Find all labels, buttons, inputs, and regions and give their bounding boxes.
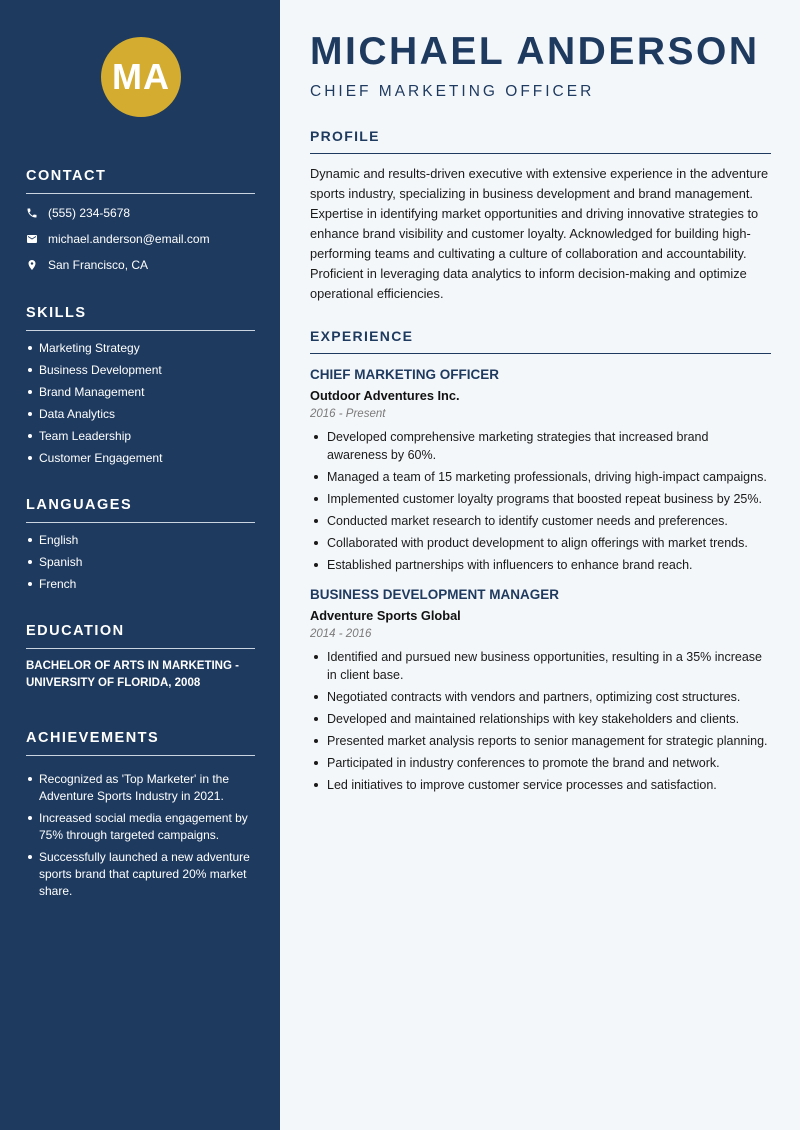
skill-item: Business Development <box>26 362 255 378</box>
job-bullet: Implemented customer loyalty programs that boosted repeat business by 25%. <box>310 490 771 508</box>
location-text: San Francisco, CA <box>48 258 149 272</box>
location-pin-icon <box>26 259 48 271</box>
job-dates: 2016 - Present <box>310 408 386 420</box>
job-bullet: Managed a team of 15 marketing professionals, driving high-impact campaigns. <box>310 468 771 486</box>
job-title: BUSINESS DEVELOPMENT MANAGER <box>310 587 560 602</box>
job-entry <box>310 587 771 794</box>
phone-text: (555) 234-5678 <box>48 206 131 220</box>
profile-section <box>310 128 771 304</box>
job-bullet: Identified and pursued new business opportunities, resulting in a 35% increase in client base. <box>310 648 771 684</box>
phone-icon <box>26 207 48 219</box>
language-item: English <box>26 532 255 548</box>
education-text: BACHELOR OF ARTS IN MARKETING - UNIVERSITY OF FLORIDA, 2008 <box>26 660 239 689</box>
job-bullet: Collaborated with product development to align offerings with market trends. <box>310 534 771 552</box>
skills-heading: SKILLS <box>26 305 255 331</box>
achievement-item: Successfully launched a new adventure sports brand that captured 20% market share. <box>26 849 255 900</box>
avatar: MA <box>101 37 181 117</box>
job-bullet: Presented market analysis reports to senior management for strategic planning. <box>310 732 771 750</box>
contact-heading: CONTACT <box>26 168 255 194</box>
job-bullets <box>310 648 771 794</box>
skill-item: Brand Management <box>26 384 255 400</box>
job-bullet: Led initiatives to improve customer service processes and satisfaction. <box>310 776 771 794</box>
job-bullet: Developed and maintained relationships with key stakeholders and clients. <box>310 710 771 728</box>
job-title: CHIEF MARKETING OFFICER <box>310 367 499 382</box>
achievements-section <box>26 730 255 905</box>
contact-phone[interactable] <box>26 200 255 226</box>
experience-section <box>310 328 771 798</box>
achievement-item: Increased social media engagement by 75% through targeted campaigns. <box>26 810 255 844</box>
job-bullet: Developed comprehensive marketing strategies that increased brand awareness by 60%. <box>310 428 771 464</box>
job-entry <box>310 367 771 574</box>
languages-heading: LANGUAGES <box>26 497 255 523</box>
job-bullet: Participated in industry conferences to promote the brand and network. <box>310 754 771 772</box>
education-heading: EDUCATION <box>26 623 255 649</box>
candidate-role: CHIEF MARKETING OFFICER <box>310 83 595 100</box>
skill-item: Team Leadership <box>26 428 255 444</box>
profile-heading: PROFILE <box>310 128 771 154</box>
contact-section <box>26 168 255 278</box>
achievement-item: Recognized as 'Top Marketer' in the Adventure Sports Industry in 2021. <box>26 771 255 805</box>
job-dates: 2014 - 2016 <box>310 628 372 640</box>
candidate-name: MICHAEL ANDERSON <box>310 30 760 73</box>
skills-list <box>26 340 255 466</box>
job-bullet: Negotiated contracts with vendors and partners, optimizing cost structures. <box>310 688 771 706</box>
email-icon <box>26 233 48 245</box>
skill-item: Customer Engagement <box>26 450 255 466</box>
experience-heading: EXPERIENCE <box>310 328 771 354</box>
languages-list <box>26 532 255 592</box>
job-bullet: Conducted market research to identify customer needs and preferences. <box>310 512 771 530</box>
company-name: Outdoor Adventures Inc. <box>310 388 460 403</box>
skills-section <box>26 305 255 472</box>
skill-item: Marketing Strategy <box>26 340 255 356</box>
language-item: Spanish <box>26 554 255 570</box>
job-bullets <box>310 428 771 574</box>
email-text: michael.anderson@email.com <box>48 232 210 246</box>
language-item: French <box>26 576 255 592</box>
languages-section <box>26 497 255 598</box>
sidebar <box>0 0 280 1130</box>
skill-item: Data Analytics <box>26 406 255 422</box>
company-name: Adventure Sports Global <box>310 608 461 623</box>
achievements-heading: ACHIEVEMENTS <box>26 730 255 756</box>
profile-text: Dynamic and results-driven executive with extensive experience in the adventure sports industry, specializing in business development and brand management. Expertise in identifying market opportunities and driving innovative strategies to enhance brand visibility and customer loyalty. Acknowledged for building high-performing teams and cultivating a culture of collaboration and accountability. Proficient in leveraging data analytics to inform decision-making and optimize operational efficiencies. <box>310 166 769 301</box>
education-section <box>26 623 255 692</box>
achievements-list <box>26 771 255 900</box>
contact-email[interactable] <box>26 226 255 252</box>
contact-location <box>26 252 255 278</box>
job-bullet: Established partnerships with influencers to enhance brand reach. <box>310 556 771 574</box>
